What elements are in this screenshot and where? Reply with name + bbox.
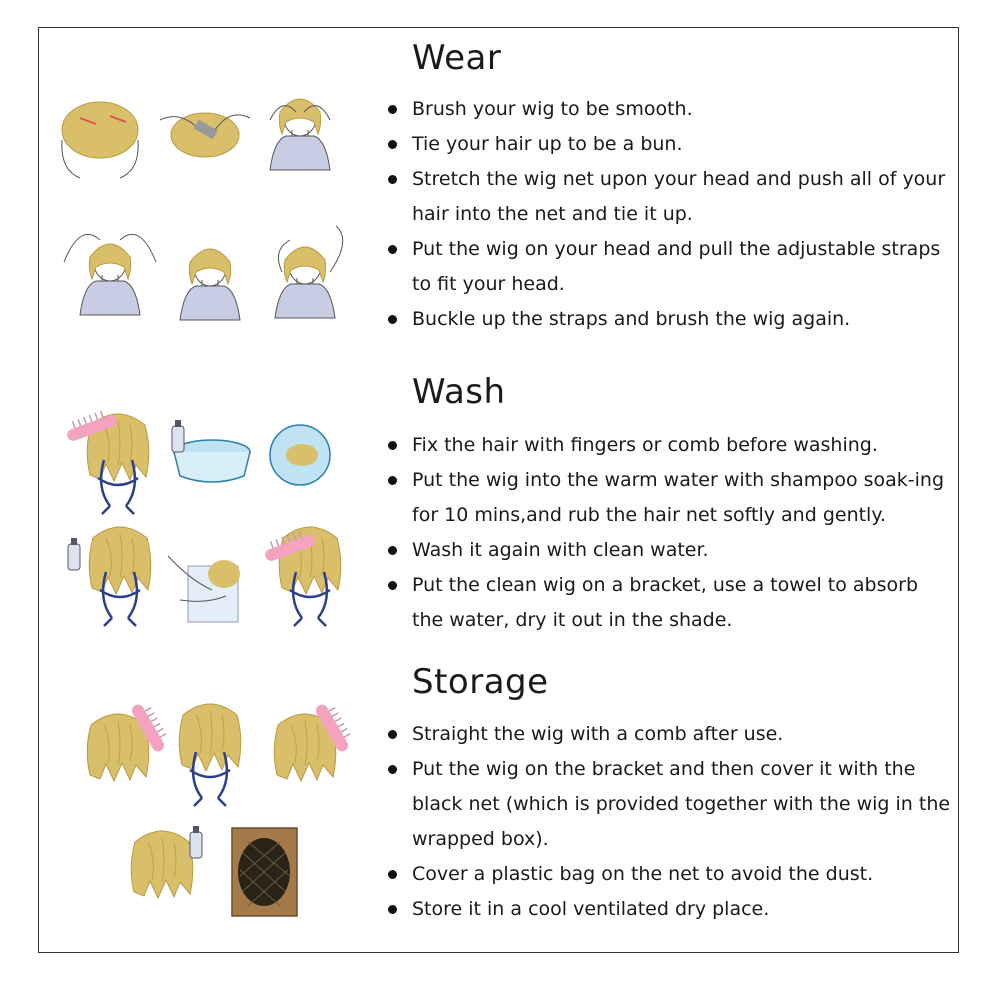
wash-step-4: Put the clean wig on a bracket, use a towel to absorb the water, dry it out in the shade. bbox=[385, 568, 955, 638]
wear-step-2: Tie your hair up to be a bun. bbox=[385, 127, 955, 162]
wash-step-2: Put the wig into the warm water with shampoo soak-ing for 10 mins,and rub the hair net softly and gently. bbox=[385, 463, 955, 533]
storage-heading: Storage bbox=[412, 662, 549, 702]
wash-step-soak-illustration bbox=[270, 425, 330, 485]
storage-step-net-box-illustration bbox=[232, 828, 297, 916]
wear-step-bun-illustration bbox=[160, 113, 250, 157]
wear-step-net-illustration bbox=[270, 99, 330, 170]
wear-step-3: Stretch the wig net upon your head and push all of your hair into the net and tie it up. bbox=[385, 162, 955, 232]
wash-step-basin-illustration bbox=[172, 420, 250, 482]
storage-step-4: Store it in a cool ventilated dry place. bbox=[385, 892, 955, 927]
wash-heading: Wash bbox=[412, 372, 506, 412]
wear-step-5: Buckle up the straps and brush the wig again. bbox=[385, 302, 955, 337]
wash-step-1: Fix the hair with fingers or comb before washing. bbox=[385, 428, 955, 463]
storage-step-comb-illustration bbox=[87, 699, 172, 781]
wash-step-dry-illustration bbox=[261, 527, 341, 626]
wear-step-1: Brush your wig to be smooth. bbox=[385, 92, 955, 127]
wash-step-3: Wash it again with clean water. bbox=[385, 533, 955, 568]
storage-step-bracket-illustration bbox=[179, 704, 241, 806]
wear-heading: Wear bbox=[412, 38, 502, 78]
wash-step-shampoo-illustration bbox=[68, 527, 151, 626]
wear-step-brush-illustration bbox=[62, 102, 138, 178]
storage-step-3: Cover a plastic bag on the net to avoid the dust. bbox=[385, 857, 955, 892]
wash-step-rinse-illustration bbox=[168, 556, 240, 622]
storage-step-spray-illustration bbox=[131, 826, 202, 898]
wear-step-final-brush-illustration bbox=[275, 226, 343, 318]
storage-step-2: Put the wig on the bracket and then cover it with the black net (which is provided together with the wig in the wrapped box). bbox=[385, 752, 955, 857]
wear-step-fitted-illustration bbox=[180, 249, 240, 320]
storage-step-final-comb-illustration bbox=[274, 699, 356, 781]
wear-step-4: Put the wig on your head and pull the adjustable straps to fit your head. bbox=[385, 232, 955, 302]
storage-step-1: Straight the wig with a comb after use. bbox=[385, 717, 955, 752]
wear-step-put-on-illustration bbox=[64, 234, 156, 315]
wash-step-comb-illustration bbox=[63, 407, 149, 514]
